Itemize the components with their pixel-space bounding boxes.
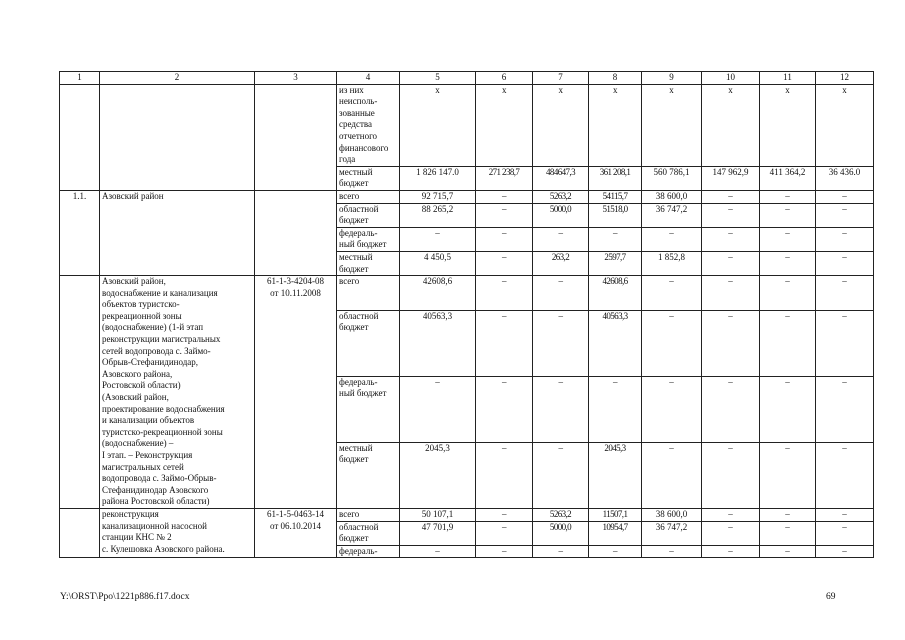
amount-cell: –	[642, 310, 702, 376]
amount-cell: –	[476, 521, 533, 545]
amount-cell: –	[760, 545, 816, 558]
amount-cell: х	[589, 84, 642, 166]
row-number-cell	[60, 508, 100, 557]
amount-cell: 51518,0	[589, 203, 642, 227]
amount-cell: 361 208,1	[589, 166, 642, 190]
amount-cell: 263,2	[533, 251, 589, 275]
funding-source-cell: областной бюджет	[337, 310, 400, 376]
funding-source-cell: всего	[337, 276, 400, 310]
amount-cell: 1 826 147.0	[400, 166, 476, 190]
amount-cell: 5263,2	[533, 508, 589, 521]
amount-cell: –	[533, 276, 589, 310]
table-row	[60, 190, 874, 203]
amount-cell: х	[400, 84, 476, 166]
amount-cell: –	[702, 376, 760, 442]
column-number: 12	[816, 72, 874, 85]
column-number-row	[60, 72, 874, 85]
amount-cell: –	[760, 310, 816, 376]
amount-cell: –	[476, 227, 533, 251]
amount-cell: 560 786,1	[642, 166, 702, 190]
amount-cell: –	[642, 376, 702, 442]
amount-cell: –	[400, 545, 476, 558]
amount-cell: 92 715,7	[400, 190, 476, 203]
amount-cell: 2045,3	[589, 442, 642, 508]
funding-source-cell: местный бюджет	[337, 442, 400, 508]
amount-cell: –	[702, 310, 760, 376]
amount-cell: –	[760, 227, 816, 251]
amount-cell: 5000,0	[533, 521, 589, 545]
object-name-cell: реконструкция канализационной насосной станции КНС № 2 с. Кулешовка Азовского района.	[100, 508, 255, 557]
amount-cell: –	[816, 508, 874, 521]
amount-cell: –	[760, 521, 816, 545]
amount-cell: –	[702, 442, 760, 508]
amount-cell: 271 238,7	[476, 166, 533, 190]
object-name-cell: Азовский район	[100, 190, 255, 275]
funding-source-cell: местный бюджет	[337, 166, 400, 190]
amount-cell: –	[702, 227, 760, 251]
amount-cell: –	[589, 376, 642, 442]
amount-cell: 2597,7	[589, 251, 642, 275]
amount-cell: –	[702, 203, 760, 227]
column-number: 10	[702, 72, 760, 85]
amount-cell: –	[760, 442, 816, 508]
column-number: 3	[255, 72, 337, 85]
amount-cell: –	[702, 190, 760, 203]
budget-table	[59, 71, 874, 558]
amount-cell: 40563,3	[400, 310, 476, 376]
amount-cell: 50 107,1	[400, 508, 476, 521]
footer-page-number: 69	[826, 592, 836, 602]
column-number: 5	[400, 72, 476, 85]
funding-source-cell: местный бюджет	[337, 251, 400, 275]
amount-cell: –	[816, 276, 874, 310]
table-row	[60, 276, 874, 310]
amount-cell: –	[702, 508, 760, 521]
amount-cell: –	[589, 545, 642, 558]
funding-source-cell: областной бюджет	[337, 521, 400, 545]
funding-source-cell: областной бюджет	[337, 203, 400, 227]
funding-source-cell: из них неисполь- зованные средства отчетного финансового года	[337, 84, 400, 166]
amount-cell: х	[816, 84, 874, 166]
amount-cell: –	[476, 376, 533, 442]
column-number: 1	[60, 72, 100, 85]
amount-cell: –	[533, 442, 589, 508]
amount-cell: –	[702, 545, 760, 558]
amount-cell: 40563,3	[589, 310, 642, 376]
amount-cell: 42608,6	[400, 276, 476, 310]
object-name-cell: Азовский район, водоснабжение и канализация объектов туристско- рекреационной зоны (водоснабжение) (1-й этап реконструкции магистральных сетей водопровода с. Займо- Обрыв-Стефанидинодар, Азовского района, Ростовской области) (Азовский район, проектирование водоснабжения и канализации объектов туристско-рекреационной зоны (водоснабжение) – I этап. – Реконструкция магистральных сетей водопровода с. Займо-Обрыв- Стефанидинодар Азовского района Ростовской области)	[100, 276, 255, 509]
amount-cell: 11507,1	[589, 508, 642, 521]
amount-cell: –	[533, 227, 589, 251]
amount-cell: –	[702, 251, 760, 275]
object-name-cell	[100, 84, 255, 190]
column-number: 9	[642, 72, 702, 85]
amount-cell: –	[816, 190, 874, 203]
table-row	[60, 508, 874, 521]
amount-cell: –	[816, 442, 874, 508]
amount-cell: 36 747,2	[642, 203, 702, 227]
amount-cell: х	[702, 84, 760, 166]
funding-source-cell: всего	[337, 508, 400, 521]
amount-cell: 10954,7	[589, 521, 642, 545]
amount-cell: –	[476, 508, 533, 521]
amount-cell: –	[760, 376, 816, 442]
amount-cell: х	[760, 84, 816, 166]
object-code-cell: 61-1-5-0463-14 от 06.10.2014	[255, 508, 337, 557]
funding-source-cell: федераль- ный бюджет	[337, 376, 400, 442]
amount-cell: 5000,0	[533, 203, 589, 227]
amount-cell: –	[476, 251, 533, 275]
amount-cell: 38 600,0	[642, 508, 702, 521]
amount-cell: –	[816, 376, 874, 442]
amount-cell: х	[476, 84, 533, 166]
amount-cell: –	[702, 276, 760, 310]
amount-cell: –	[476, 310, 533, 376]
amount-cell: 411 364,2	[760, 166, 816, 190]
amount-cell: –	[816, 203, 874, 227]
amount-cell: –	[760, 508, 816, 521]
budget-table-body	[60, 72, 874, 558]
amount-cell: –	[642, 442, 702, 508]
row-number-cell: 1.1.	[60, 190, 100, 275]
amount-cell: –	[589, 227, 642, 251]
amount-cell: –	[760, 251, 816, 275]
object-code-cell: 61-1-3-4204-08 от 10.11.2008	[255, 276, 337, 509]
amount-cell: –	[533, 545, 589, 558]
object-code-cell	[255, 190, 337, 275]
amount-cell: –	[760, 203, 816, 227]
amount-cell: –	[760, 190, 816, 203]
amount-cell: 54115,7	[589, 190, 642, 203]
amount-cell: 36 436.0	[816, 166, 874, 190]
amount-cell: 147 962,9	[702, 166, 760, 190]
funding-source-cell: федераль- ный бюджет	[337, 227, 400, 251]
amount-cell: –	[816, 521, 874, 545]
amount-cell: –	[816, 310, 874, 376]
amount-cell: 2045,3	[400, 442, 476, 508]
amount-cell: –	[533, 310, 589, 376]
amount-cell: –	[816, 227, 874, 251]
amount-cell: –	[400, 376, 476, 442]
column-number: 6	[476, 72, 533, 85]
amount-cell: –	[476, 203, 533, 227]
amount-cell: 88 265,2	[400, 203, 476, 227]
amount-cell: –	[476, 545, 533, 558]
amount-cell: –	[816, 545, 874, 558]
amount-cell: –	[816, 251, 874, 275]
amount-cell: 5263,2	[533, 190, 589, 203]
amount-cell: 47 701,9	[400, 521, 476, 545]
amount-cell: 484647,3	[533, 166, 589, 190]
column-number: 11	[760, 72, 816, 85]
amount-cell: –	[760, 276, 816, 310]
amount-cell: –	[476, 190, 533, 203]
amount-cell: 38 600,0	[642, 190, 702, 203]
object-code-cell	[255, 84, 337, 190]
amount-cell: 4 450,5	[400, 251, 476, 275]
amount-cell: –	[533, 376, 589, 442]
amount-cell: –	[476, 276, 533, 310]
amount-cell: х	[642, 84, 702, 166]
amount-cell: –	[400, 227, 476, 251]
column-number: 4	[337, 72, 400, 85]
amount-cell: 1 852,8	[642, 251, 702, 275]
row-number-cell	[60, 84, 100, 190]
amount-cell: х	[533, 84, 589, 166]
table-row	[60, 84, 874, 166]
footer-file-path: Y:\ORST\Ppo\1221p886.f17.docx	[60, 592, 190, 602]
column-number: 2	[100, 72, 255, 85]
amount-cell: –	[642, 545, 702, 558]
amount-cell: 42608,6	[589, 276, 642, 310]
funding-source-cell: всего	[337, 190, 400, 203]
amount-cell: –	[642, 276, 702, 310]
row-number-cell	[60, 276, 100, 509]
column-number: 8	[589, 72, 642, 85]
funding-source-cell: федераль-	[337, 545, 400, 558]
amount-cell: –	[702, 521, 760, 545]
amount-cell: –	[476, 442, 533, 508]
amount-cell: –	[642, 227, 702, 251]
column-number: 7	[533, 72, 589, 85]
amount-cell: 36 747,2	[642, 521, 702, 545]
